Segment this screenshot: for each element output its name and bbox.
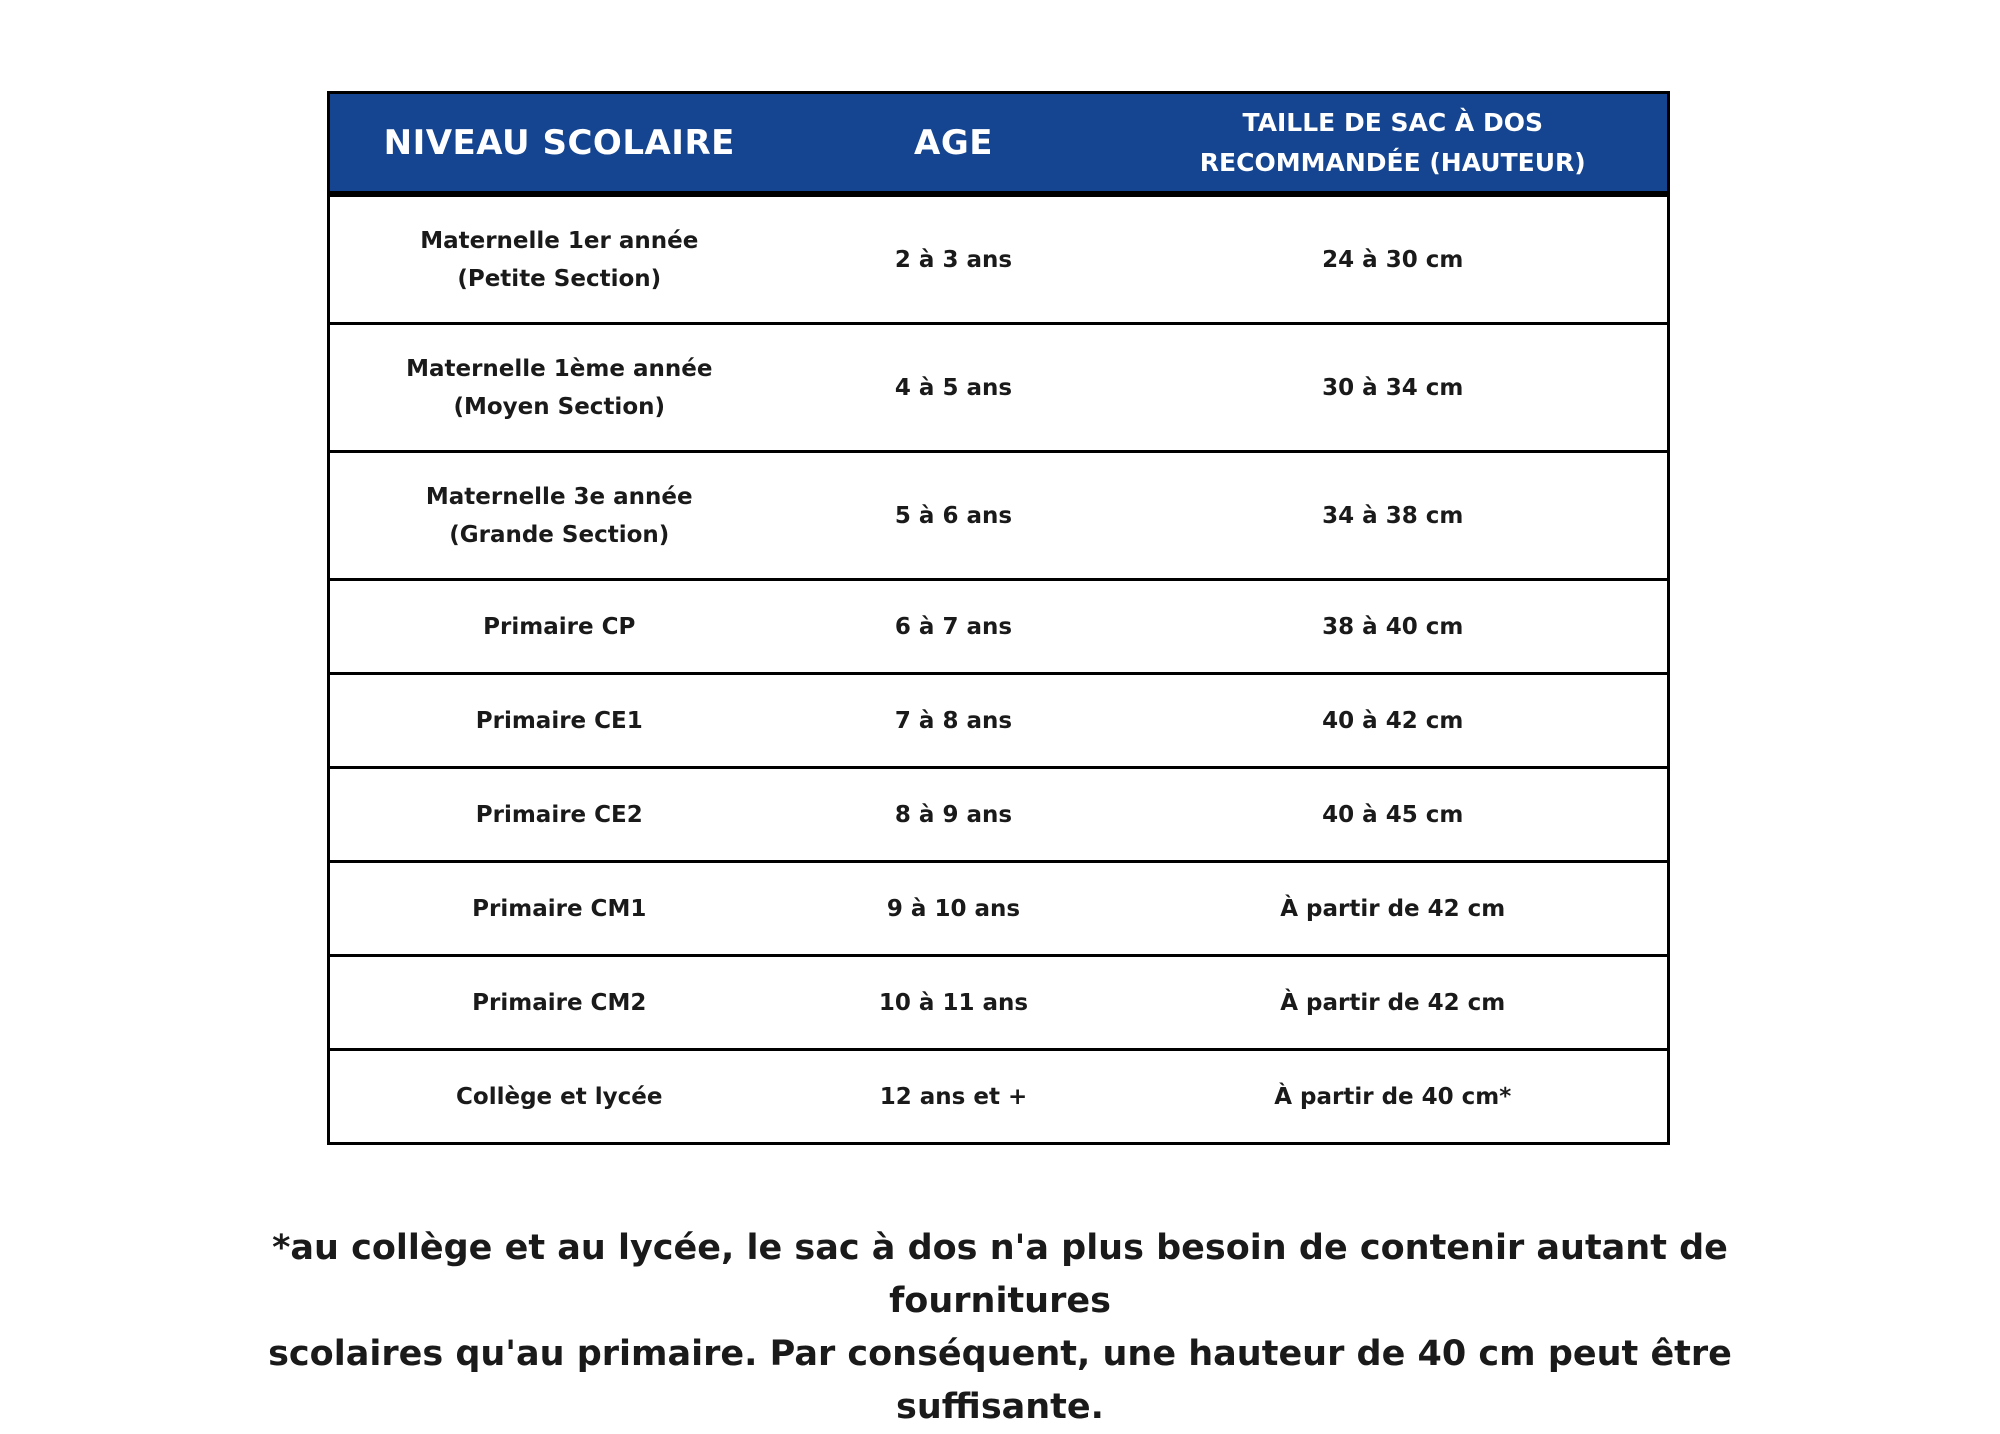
age-cell: 10 à 11 ans: [789, 956, 1119, 1050]
level-cell: Primaire CM2: [329, 956, 789, 1050]
age-cell: 6 à 7 ans: [789, 580, 1119, 674]
table-body: [329, 194, 1669, 1144]
header-size-line2: RECOMMANDÉE (HAUTEUR): [1199, 147, 1586, 177]
level-line2: (Moyen Section): [453, 393, 666, 420]
size-cell: 30 à 34 cm: [1119, 324, 1669, 452]
level-line1: Maternelle 1ème année: [406, 355, 713, 382]
level-line1: Maternelle 3e année: [425, 483, 693, 510]
level-line1: Maternelle 1er année: [420, 227, 699, 254]
size-cell: À partir de 42 cm: [1119, 956, 1669, 1050]
age-cell: 4 à 5 ans: [789, 324, 1119, 452]
table-row: [329, 674, 1669, 768]
size-cell: À partir de 40 cm*: [1119, 1050, 1669, 1144]
size-cell: 40 à 45 cm: [1119, 768, 1669, 862]
age-cell: 2 à 3 ans: [789, 194, 1119, 324]
size-cell: 34 à 38 cm: [1119, 452, 1669, 580]
table-row: [329, 862, 1669, 956]
header-size-line1: TAILLE DE SAC À DOS: [1242, 107, 1543, 137]
level-cell: Primaire CM1: [329, 862, 789, 956]
table-row: [329, 324, 1669, 452]
level-cell: [329, 194, 789, 324]
footnote-line2: scolaires qu'au primaire. Par conséquent, une hauteur de 40 cm peut être suffisante.: [268, 1334, 1732, 1427]
level-cell: [329, 452, 789, 580]
table-row: [329, 580, 1669, 674]
header-size: [1119, 93, 1669, 195]
table-header: [329, 93, 1669, 195]
table-row: [329, 956, 1669, 1050]
table-row: [329, 768, 1669, 862]
size-cell: À partir de 42 cm: [1119, 862, 1669, 956]
level-cell: Primaire CE1: [329, 674, 789, 768]
size-cell: 24 à 30 cm: [1119, 194, 1669, 324]
level-cell: Primaire CE2: [329, 768, 789, 862]
level-cell: Collège et lycée: [329, 1050, 789, 1144]
level-cell: Primaire CP: [329, 580, 789, 674]
age-cell: 7 à 8 ans: [789, 674, 1119, 768]
footnote-line1: *au collège et au lycée, le sac à dos n'a plus besoin de contenir autant de fournitures: [272, 1228, 1728, 1321]
level-cell: [329, 324, 789, 452]
level-line2: (Grande Section): [449, 521, 670, 548]
header-age: AGE: [789, 93, 1119, 195]
footnote: [200, 1222, 1800, 1434]
age-cell: 12 ans et +: [789, 1050, 1119, 1144]
age-cell: 8 à 9 ans: [789, 768, 1119, 862]
table-row: [329, 1050, 1669, 1144]
header-row: [329, 93, 1669, 195]
age-cell: 5 à 6 ans: [789, 452, 1119, 580]
size-cell: 40 à 42 cm: [1119, 674, 1669, 768]
backpack-size-table: [327, 91, 1670, 1145]
size-cell: 38 à 40 cm: [1119, 580, 1669, 674]
header-level: NIVEAU SCOLAIRE: [329, 93, 789, 195]
table-row: [329, 194, 1669, 324]
backpack-size-table-container: [327, 91, 1667, 1145]
table-row: [329, 452, 1669, 580]
level-line2: (Petite Section): [457, 265, 662, 292]
age-cell: 9 à 10 ans: [789, 862, 1119, 956]
